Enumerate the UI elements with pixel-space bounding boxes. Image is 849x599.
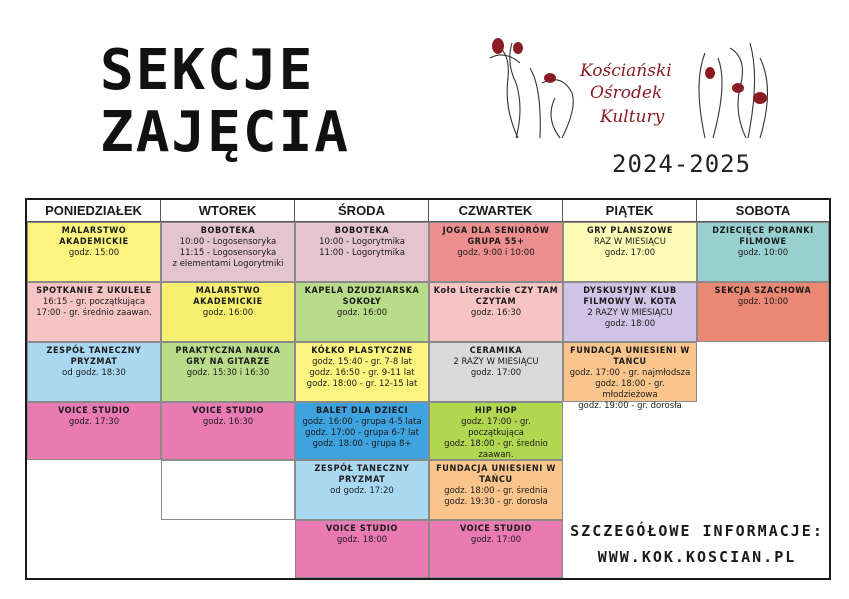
class-name: BOBOTEKA bbox=[334, 226, 390, 236]
class-time: godz. 15:00 bbox=[68, 248, 120, 258]
class-card bbox=[429, 460, 563, 520]
class-card bbox=[295, 402, 429, 460]
class-card bbox=[161, 222, 295, 282]
class-card bbox=[27, 282, 161, 342]
logo-word-1: Kościański bbox=[580, 61, 672, 81]
class-time: godz. 17:00 - gr. początkująca bbox=[461, 417, 531, 438]
class-name: MALARSTWO AKADEMICKIE bbox=[59, 226, 129, 247]
class-name: FUNDACJA UNIESIENI W TAŃCU bbox=[436, 464, 556, 485]
class-name: ZESPÓŁ TANECZNY PRYZMAT bbox=[46, 346, 142, 367]
class-time: godz. 10:00 bbox=[737, 248, 789, 258]
class-card bbox=[429, 222, 563, 282]
class-time: godz. 19:00 - gr. dorosła bbox=[578, 401, 682, 411]
class-name: VOICE STUDIO bbox=[191, 406, 265, 416]
class-time: godz. 9:00 i 10:00 bbox=[457, 248, 535, 258]
class-name: VOICE STUDIO bbox=[325, 524, 399, 534]
class-name: KAPELA DZUDZIARSKA SOKOŁY bbox=[304, 286, 420, 307]
class-time: godz. 18:00 - gr. średnio zaawan. bbox=[444, 439, 548, 460]
page-title bbox=[100, 40, 400, 164]
class-card bbox=[563, 222, 697, 282]
class-name: JOGA DLA SENIORÓW GRUPA 55+ bbox=[442, 226, 550, 247]
class-time: 2 RAZY W MIESIĄCU bbox=[587, 308, 673, 318]
class-time: godz. 16:50 - gr. 9-11 lat bbox=[309, 368, 415, 378]
website-link[interactable]: WWW.KOK.KOSCIAN.PL bbox=[597, 548, 797, 566]
class-time: godz. 19:30 - gr. dorosła bbox=[444, 497, 548, 507]
class-time: od godz. 18:30 bbox=[62, 368, 126, 378]
class-time: godz. 16:00 bbox=[202, 308, 254, 318]
class-time: godz. 18:00 - gr. młodzieżowa bbox=[595, 379, 665, 400]
class-time: godz. 15:40 - gr. 7-8 lat bbox=[312, 357, 412, 367]
class-time: godz. 15:30 i 16:30 bbox=[186, 368, 270, 378]
class-name: DZIECIĘCE PORANKI FILMOWE bbox=[712, 226, 814, 247]
class-time: 11:15 - Logosensoryka bbox=[179, 248, 277, 258]
class-time: godz. 10:00 bbox=[737, 297, 789, 307]
class-time: godz. 17:00 bbox=[604, 248, 656, 258]
class-time: godz. 17:00 bbox=[470, 535, 522, 545]
class-card bbox=[161, 282, 295, 342]
class-time: RAZ W MIESIĄCU bbox=[594, 237, 666, 247]
class-card bbox=[295, 282, 429, 342]
class-time: godz. 18:00 bbox=[604, 319, 656, 329]
title-line-2: ZAJĘCIA bbox=[100, 100, 351, 165]
class-card bbox=[563, 282, 697, 342]
class-card bbox=[697, 282, 829, 342]
class-time: 2 RAZY W MIESIĄCU bbox=[453, 357, 539, 367]
class-time: godz. 17:00 bbox=[470, 368, 522, 378]
class-time: godz. 16:00 bbox=[336, 308, 388, 318]
day-header-thursday: CZWARTEK bbox=[429, 200, 563, 222]
class-name: MALARSTWO AKADEMICKIE bbox=[193, 286, 263, 307]
class-name: Koło Literackie CZY TAM CZYTAM bbox=[433, 286, 559, 307]
class-time: godz. 16:30 bbox=[470, 308, 522, 318]
class-name: DYSKUSYJNY KLUB FILMOWY W. KOTA bbox=[583, 286, 677, 307]
class-name: GRY PLANSZOWE bbox=[586, 226, 674, 236]
info-heading: SZCZEGÓŁOWE INFORMACJE: bbox=[570, 522, 824, 540]
day-header-tuesday: WTOREK bbox=[161, 200, 295, 222]
class-time: godz. 17:00 - gr. najmłodsza bbox=[569, 368, 691, 378]
class-name: SEKCJA SZACHOWA bbox=[714, 286, 812, 296]
class-time: godz. 16:00 - grupa 4-5 lata bbox=[302, 417, 422, 427]
class-time: 17:00 - gr. średnio zaawan. bbox=[36, 308, 152, 318]
class-time: 10:00 - Logorytmika bbox=[319, 237, 405, 247]
class-time: godz. 18:00 - gr. 12-15 lat bbox=[306, 379, 418, 389]
class-card bbox=[161, 342, 295, 402]
kok-logo bbox=[470, 28, 790, 158]
class-card bbox=[295, 520, 429, 578]
class-time: godz. 16:30 bbox=[202, 417, 254, 427]
class-card bbox=[27, 402, 161, 460]
class-card bbox=[161, 402, 295, 460]
season-label: 2024-2025 bbox=[612, 150, 752, 178]
day-header-friday: PIĄTEK bbox=[563, 200, 697, 222]
class-name: KÓŁKO PLASTYCZNE bbox=[311, 346, 413, 356]
class-time: godz. 18:00 - gr. średnia bbox=[444, 486, 548, 496]
class-time: 10:00 - Logosensoryka bbox=[179, 237, 277, 247]
day-header-saturday: SOBOTA bbox=[697, 200, 829, 222]
class-name: FUNDACJA UNIESIENI W TAŃCU bbox=[570, 346, 690, 367]
class-card bbox=[295, 342, 429, 402]
class-time: godz. 18:00 - grupa 8+ bbox=[312, 439, 412, 449]
empty-slot bbox=[161, 460, 295, 520]
contact-info bbox=[566, 518, 828, 570]
class-card bbox=[429, 342, 563, 402]
class-card bbox=[295, 460, 429, 520]
class-time: godz. 18:00 bbox=[336, 535, 388, 545]
class-time: od godz. 17:20 bbox=[330, 486, 394, 496]
class-name: BOBOTEKA bbox=[200, 226, 256, 236]
logo-word-3: Kultury bbox=[600, 107, 665, 127]
class-card bbox=[697, 222, 829, 282]
class-card bbox=[27, 222, 161, 282]
class-card bbox=[563, 342, 697, 411]
class-time: 11:00 - Logorytmika bbox=[319, 248, 405, 258]
class-card bbox=[429, 520, 563, 578]
class-name: ZESPÓŁ TANECZNY PRYZMAT bbox=[314, 464, 410, 485]
class-time: godz. 17:30 bbox=[68, 417, 120, 427]
class-card bbox=[27, 342, 161, 402]
title-line-1: SEKCJE bbox=[100, 38, 315, 103]
class-time: z elementami Logorytmiki bbox=[172, 259, 284, 269]
class-card bbox=[429, 402, 563, 460]
class-time: godz. 17:00 - grupa 6-7 lat bbox=[305, 428, 419, 438]
logo-word-2: Ośrodek bbox=[590, 83, 663, 103]
day-header-monday: PONIEDZIAŁEK bbox=[27, 200, 161, 222]
class-card bbox=[429, 282, 563, 342]
class-name: CERAMIKA bbox=[469, 346, 523, 356]
class-time: 16:15 - gr. początkująca bbox=[42, 297, 146, 307]
class-name: BALET DLA DZIECI bbox=[315, 406, 409, 416]
day-header-wednesday: ŚRODA bbox=[295, 200, 429, 222]
class-name: SPOTKANIE Z UKULELE bbox=[36, 286, 152, 296]
class-name: PRAKTYCZNA NAUKA GRY NA GITARZE bbox=[175, 346, 281, 367]
class-card bbox=[295, 222, 429, 282]
class-name: HIP HOP bbox=[474, 406, 518, 416]
class-name: VOICE STUDIO bbox=[459, 524, 533, 534]
class-name: VOICE STUDIO bbox=[57, 406, 131, 416]
